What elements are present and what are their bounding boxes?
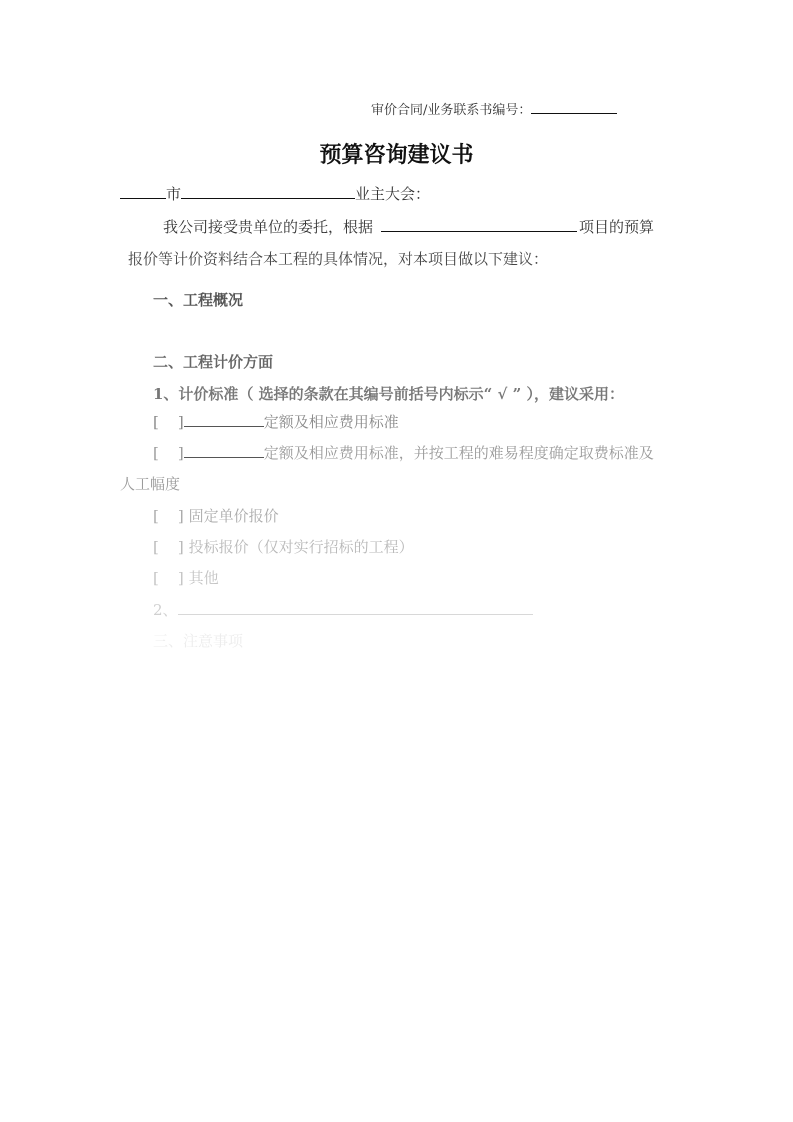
option-1-checkbox[interactable]: [ ] [153, 413, 184, 431]
assembly-blank [181, 197, 355, 199]
city-blank [120, 197, 166, 199]
option-3-checkbox[interactable]: [ ] [153, 507, 184, 525]
project-blank [381, 230, 577, 232]
salutation-line [120, 183, 430, 204]
item-2-blank [178, 613, 533, 615]
item-2-label: 2、 [153, 601, 178, 619]
intro-prefix: 我公司接受贵单位的委托，根据 [163, 218, 374, 236]
intro-suffix: 项目的预算 [579, 218, 655, 236]
option-5-text: 其他 [188, 569, 219, 587]
option-2 [153, 442, 654, 463]
option-2-continuation: 人工幅度 [120, 475, 181, 493]
section-2-heading: 二、工程计价方面 [153, 353, 274, 371]
contract-number-blank [531, 112, 617, 114]
item-2-line [153, 599, 533, 620]
contract-number-label: 审价合同/业务联系书编号： [371, 103, 532, 118]
option-3 [153, 505, 279, 526]
intro-line-2: 报价等计价资料结合本工程的具体情况，对本项目做以下建议： [128, 250, 549, 268]
option-2-checkbox[interactable]: [ ] [153, 444, 184, 462]
option-4 [153, 536, 414, 557]
section-1-heading: 一、工程概况 [153, 291, 244, 309]
option-1-text: 定额及相应费用标准 [263, 413, 399, 431]
contract-number-line [371, 99, 617, 118]
city-suffix: 市 [166, 185, 182, 203]
option-5 [153, 567, 219, 588]
option-1-blank [184, 425, 264, 427]
page-title: 预算咨询建议书 [319, 142, 474, 168]
assembly-suffix: 业主大会： [355, 185, 431, 203]
pricing-standard-title: 1、计价标准（ 选择的条款在其编号前括号内标示“ √ ” ），建议采用： [153, 385, 624, 403]
section-3-heading: 三、注意事项 [153, 632, 244, 650]
intro-line-1 [163, 216, 654, 237]
option-4-checkbox[interactable]: [ ] [153, 538, 184, 556]
option-2-blank [184, 456, 264, 458]
option-5-checkbox[interactable]: [ ] [153, 569, 184, 587]
option-1 [153, 411, 399, 432]
option-4-text: 投标报价（仅对实行招标的工程） [188, 538, 414, 556]
option-2-text: 定额及相应费用标准，并按工程的难易程度确定取费标准及 [263, 444, 654, 462]
option-3-text: 固定单价报价 [188, 507, 279, 525]
